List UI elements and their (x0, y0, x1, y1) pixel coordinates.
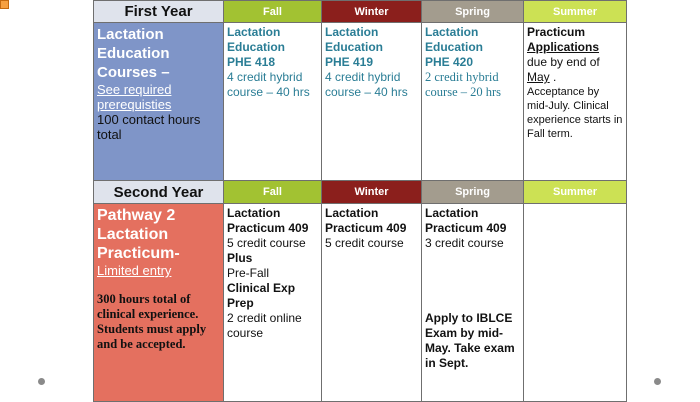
spring-practicum-cell (422, 204, 524, 402)
summer-header: Summer (524, 1, 627, 23)
summer-practicum-cell (524, 204, 627, 402)
contact-hours-text: 100 contact hours total (97, 112, 201, 142)
fall-practicum-t1: Lactation (227, 206, 281, 220)
fall-practicum-t2: Practicum 409 (227, 221, 309, 235)
header-row-first-year (94, 1, 627, 23)
spring-header-2: Spring (422, 181, 524, 204)
winter-course-title1: Lactation (325, 25, 379, 39)
lactation-education-title: Lactation Education Courses – (97, 26, 170, 81)
winter-course-cell (322, 23, 422, 181)
summer-header-2: Summer (524, 181, 627, 204)
practicum-label: Practicum (527, 25, 586, 39)
spring-course-title1: Lactation (425, 25, 479, 39)
winter-practicum-cell (322, 204, 422, 402)
spring-practicum-t2: Practicum 409 (425, 221, 507, 235)
spring-practicum-credits: 3 credit course (425, 236, 504, 250)
spring-course-desc: 2 credit hybrid course – 20 hrs (425, 70, 502, 99)
program-schedule-table (93, 0, 627, 402)
first-year-header: First Year (94, 1, 224, 23)
fall-header: Fall (224, 1, 322, 23)
clinical-hours-note: 300 hours total of clinical experience. Students must apply and be accepted. (97, 292, 207, 351)
fall-practicum-cell (224, 204, 322, 402)
spring-header: Spring (422, 1, 524, 23)
applications-label: Applications (527, 40, 600, 54)
pathway-2-label-cell (94, 204, 224, 402)
spring-practicum-t1: Lactation (425, 206, 479, 220)
winter-practicum-credits: 5 credit course (325, 236, 404, 250)
right-dot-icon (654, 378, 661, 385)
acceptance-text: Acceptance by mid-July. Clinical experience starts in Fall term. (527, 86, 623, 140)
prep-label: Prep (227, 296, 254, 310)
spring-course-cell (422, 23, 524, 181)
fall-course-desc: 4 credit hybrid course – 40 hrs (227, 70, 310, 99)
spring-course-title2: Education (425, 40, 484, 54)
iblce-exam-note: Apply to IBLCE Exam by mid-May. Take exam in Sept. (425, 311, 515, 370)
winter-course-desc: 4 credit hybrid course – 40 hrs (325, 70, 408, 99)
pathway-2-title: Pathway 2 Lactation Practicum- (97, 207, 180, 262)
fall-course-title1: Lactation (227, 25, 281, 39)
limited-entry-link[interactable]: Limited entry (97, 263, 172, 278)
second-year-header: Second Year (94, 181, 224, 204)
spring-course-code: PHE 420 (425, 55, 474, 69)
slide-icon (0, 0, 9, 9)
fall-course-cell (224, 23, 322, 181)
winter-practicum-t1: Lactation (325, 206, 379, 220)
winter-header-2: Winter (322, 181, 422, 204)
summer-applications-cell (524, 23, 627, 181)
row-lactation-practicum (94, 204, 627, 402)
header-row-second-year (94, 181, 627, 204)
lactation-education-label-cell (94, 23, 224, 181)
fall-practicum-credits: 5 credit course (227, 236, 306, 250)
left-dot-icon (38, 378, 45, 385)
plus-label: Plus (227, 251, 253, 265)
applications-deadline: Practicum Applications due by end of May . (527, 25, 623, 85)
fall-course-title2: Education (227, 40, 286, 54)
fall-course-code: PHE 418 (227, 55, 276, 69)
pre-fall-label: Pre-Fall (227, 266, 270, 280)
due-text: due by end of (527, 55, 600, 69)
winter-course-code: PHE 419 (325, 55, 374, 69)
winter-header: Winter (322, 1, 422, 23)
row-lactation-education (94, 23, 627, 181)
prerequisites-link[interactable]: See required prerequisties (97, 82, 172, 112)
winter-course-title2: Education (325, 40, 384, 54)
fall-header-2: Fall (224, 181, 322, 204)
winter-practicum-t2: Practicum 409 (325, 221, 407, 235)
clinical-exp-label: Clinical Exp (227, 281, 296, 295)
due-month: May (527, 70, 550, 84)
online-course-credits: 2 credit online course (227, 311, 302, 340)
